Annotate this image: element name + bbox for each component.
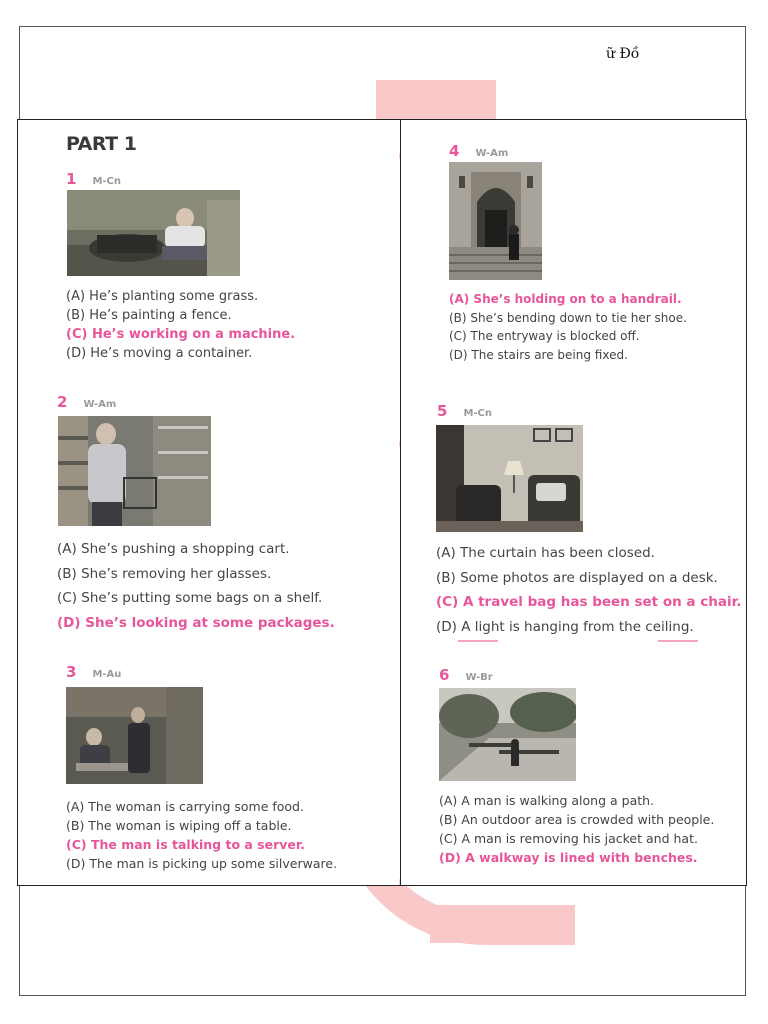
speaker-code: W-Br [465,672,493,683]
speaker-code: M-Au [92,669,122,680]
option-b[interactable]: (B) The woman is wiping off a table. [66,818,292,833]
option-d[interactable]: (D) He’s moving a container. [66,346,253,361]
option-c[interactable]: (C) A man is removing his jacket and hat. [439,831,698,846]
option-b[interactable]: (B) She’s removing her glasses. [57,565,272,582]
question-number: 1 [66,170,77,188]
question-3-header [66,663,121,681]
question-4-photo [449,162,542,280]
option-a-correct[interactable]: (A) She’s holding on to a handrail. [449,292,682,306]
question-2-options [57,537,335,635]
question-3-photo [66,687,203,784]
question-number: 2 [57,393,68,411]
question-1-photo [67,190,240,276]
question-number: 5 [437,402,448,420]
option-d-correct[interactable]: (D) She’s looking at some packages. [57,614,335,631]
part-title: PART 1 [66,133,137,155]
question-4-header [449,142,508,160]
question-5-header [437,402,492,420]
option-a[interactable]: (A) A man is walking along a path. [439,793,655,808]
question-6-options [439,791,714,867]
highlight-mark [458,640,498,642]
option-d-correct[interactable]: (D) A walkway is lined with benches. [439,850,698,865]
speaker-code: W-Am [475,148,509,159]
question-number: 4 [449,142,460,160]
question-3-options [66,797,337,873]
column-divider [400,120,401,886]
question-number: 6 [439,666,450,684]
question-4-options [449,290,687,364]
question-number: 3 [66,663,77,681]
option-c-correct[interactable]: (C) A travel bag has been set on a chair. [436,594,742,610]
watermark-shape-bottom [430,905,575,943]
option-c[interactable]: (C) The entryway is blocked off. [449,329,640,343]
watermark-shape-top [376,80,496,120]
option-c-correct[interactable]: (C) The man is talking to a server. [66,837,306,852]
option-b[interactable]: (B) He’s painting a fence. [66,308,232,323]
option-c-correct[interactable]: (C) He’s working on a machine. [66,327,296,342]
option-a[interactable]: (A) The woman is carrying some food. [66,799,304,814]
speaker-code: W-Am [83,399,117,410]
speaker-code: M-Cn [463,408,492,419]
option-d[interactable]: (D) A light is hanging from the ceiling. [436,618,694,635]
question-2-photo [58,416,211,526]
question-1-header [66,170,121,188]
header-text: ữ Đồ [606,46,640,62]
question-6-photo [439,688,576,781]
option-b[interactable]: (B) An outdoor area is crowded with people. [439,812,715,827]
question-5-options [436,541,741,639]
option-c[interactable]: (C) She’s putting some bags on a shelf. [57,590,323,606]
option-d[interactable]: (D) The stairs are being fixed. [449,347,628,362]
question-1-options [66,287,295,363]
option-d[interactable]: (D) The man is picking up some silverware. [66,856,338,871]
question-5-photo [436,425,583,532]
question-6-header [439,666,493,684]
speaker-code: M-Cn [92,176,121,187]
question-2-header [57,393,116,411]
option-b[interactable]: (B) She’s bending down to tie her shoe. [449,310,687,325]
option-a[interactable]: (A) The curtain has been closed. [436,545,655,561]
option-a[interactable]: (A) He’s planting some grass. [66,289,259,304]
option-a[interactable]: (A) She’s pushing a shopping cart. [57,541,290,557]
highlight-mark [658,640,698,642]
option-b[interactable]: (B) Some photos are displayed on a desk. [436,569,718,586]
